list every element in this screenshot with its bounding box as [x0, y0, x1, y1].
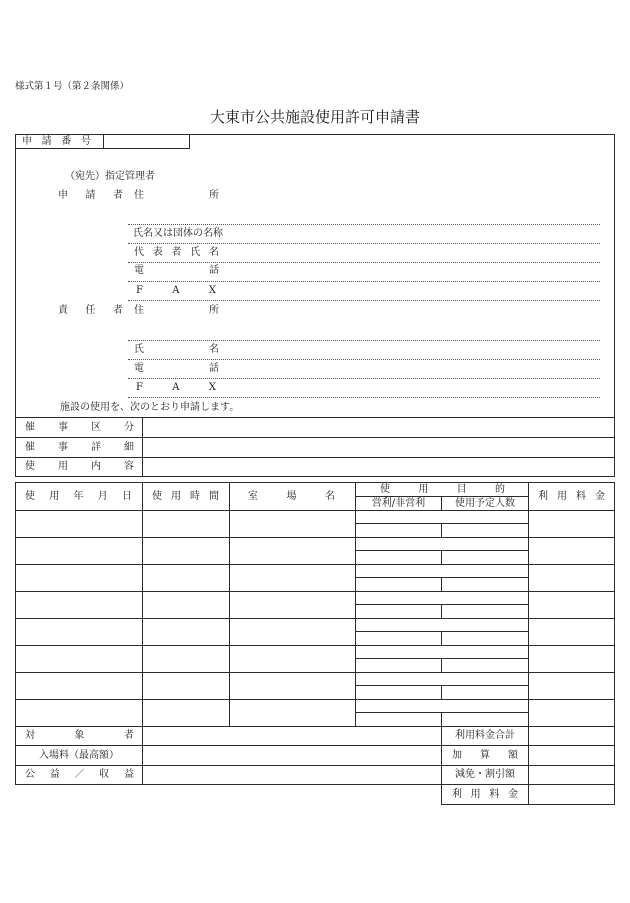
discount-label: 減免・割引額: [455, 769, 515, 780]
usage-date-cell: [15, 672, 143, 700]
column-header-room: [229, 482, 356, 511]
application-number-label: 申 請 番 号: [22, 135, 91, 147]
applicant-fax-label: F A X: [136, 285, 216, 296]
column-header-fee-label: 利 用 料 金: [538, 490, 605, 502]
responsible-fax-line: [128, 397, 600, 398]
usage-room-cell: [229, 564, 356, 592]
usage-fee-cell: [528, 510, 615, 538]
applicant-fax-line: [128, 300, 600, 301]
column-header-attendance: [441, 496, 529, 511]
usage-attendance-cell: [441, 523, 529, 538]
usage-fee-value: [528, 784, 615, 805]
usage-attendance-cell: [441, 604, 529, 619]
usage-date-cell: [15, 645, 143, 673]
event-category-label-cell: [15, 417, 143, 438]
column-header-date: [15, 482, 143, 511]
event-category-value: [142, 417, 615, 438]
usage-content-label: 使 用 内 容: [25, 461, 134, 472]
column-header-purpose: [355, 482, 529, 497]
usage-attendance-cell: [441, 658, 529, 673]
surcharge-label-cell: [441, 745, 529, 766]
discount-label-cell: [441, 765, 529, 785]
responsible-name-line: [128, 359, 600, 360]
usage-purpose-cell: [355, 537, 529, 551]
column-header-attendance-label: 使用予定人数: [455, 497, 515, 509]
usage-fee-cell: [528, 699, 615, 727]
usage-date-cell: [15, 537, 143, 565]
usage-purpose-cell: [355, 591, 529, 605]
admission-fee-label: 入場料（最高額）: [39, 749, 119, 761]
responsible-phone-label: 電 話: [134, 363, 219, 374]
usage-profit-cell: [355, 631, 442, 646]
usage-purpose-cell: [355, 699, 529, 713]
event-details-label: 催 事 詳 細: [25, 441, 134, 453]
usage-fee-cell: [528, 672, 615, 700]
usage-room-cell: [229, 672, 356, 700]
column-header-fee: [528, 482, 615, 511]
target-audience-label: 対 象 者: [25, 730, 134, 741]
column-header-profit-label: 営利/非営利: [371, 497, 426, 509]
usage-room-cell: [229, 510, 356, 538]
usage-purpose-cell: [355, 510, 529, 524]
usage-time-cell: [142, 537, 230, 565]
column-header-purpose-label: 使 用 目 的: [380, 483, 505, 495]
column-header-room-label: 室 場 名: [248, 490, 335, 502]
event-details-value: [142, 437, 615, 458]
public-or-revenue-value: [142, 765, 442, 785]
column-header-time: [142, 482, 230, 511]
usage-fee-label: 利 用 料 金: [452, 788, 518, 800]
applicant-name-or-org-label: 氏名又は団体の名称: [133, 228, 223, 239]
admission-fee-value: [142, 745, 442, 766]
usage-attendance-cell: [441, 631, 529, 646]
usage-date-cell: [15, 564, 143, 592]
usage-time-cell: [142, 510, 230, 538]
usage-fee-cell: [528, 564, 615, 592]
usage-fee-cell: [528, 645, 615, 673]
responsible-phone-line: [128, 378, 600, 379]
usage-date-cell: [15, 699, 143, 727]
fee-total-value: [528, 726, 615, 746]
applicant-role-label: 申 請 者: [58, 190, 123, 201]
responsible-role-label: 責 任 者: [58, 305, 123, 316]
surcharge-value: [528, 745, 615, 766]
application-statement: 施設の使用を、次のとおり申請します。: [60, 402, 240, 413]
responsible-name-label: 氏 名: [134, 344, 219, 355]
usage-time-cell: [142, 645, 230, 673]
column-header-profit: [355, 496, 442, 511]
admission-fee-label-cell: [15, 745, 143, 766]
column-header-time-label: 使 用 時 間: [152, 490, 219, 502]
responsible-address-label: 住 所: [134, 305, 219, 316]
target-audience-label-cell: [15, 726, 143, 746]
usage-attendance-cell: [441, 712, 529, 727]
usage-fee-cell: [528, 618, 615, 646]
usage-profit-cell: [355, 550, 442, 565]
usage-purpose-cell: [355, 645, 529, 659]
applicant-representative-line: [128, 262, 600, 263]
usage-profit-cell: [355, 658, 442, 673]
event-details-label-cell: [15, 437, 143, 458]
usage-date-cell: [15, 510, 143, 538]
usage-time-cell: [142, 699, 230, 727]
responsible-address-line: [128, 340, 600, 341]
applicant-phone-line: [128, 281, 600, 282]
applicant-address-line: [128, 224, 600, 225]
public-or-revenue-label-cell: [15, 765, 143, 785]
usage-room-cell: [229, 591, 356, 619]
usage-time-cell: [142, 564, 230, 592]
usage-attendance-cell: [441, 550, 529, 565]
applicant-name-line: [128, 243, 600, 244]
applicant-phone-label: 電 話: [134, 265, 219, 276]
usage-room-cell: [229, 537, 356, 565]
usage-attendance-cell: [441, 577, 529, 592]
usage-room-cell: [229, 699, 356, 727]
application-number-value: [103, 134, 190, 149]
usage-fee-label-cell: [441, 784, 529, 805]
usage-content-value: [142, 457, 615, 477]
usage-room-cell: [229, 645, 356, 673]
usage-time-cell: [142, 672, 230, 700]
usage-purpose-cell: [355, 564, 529, 578]
event-category-label: 催 事 区 分: [25, 421, 134, 433]
usage-room-cell: [229, 618, 356, 646]
fee-total-label-cell: [441, 726, 529, 746]
usage-profit-cell: [355, 604, 442, 619]
usage-profit-cell: [355, 577, 442, 592]
form-title: 大東市公共施設使用許可申請書: [209, 108, 420, 126]
usage-profit-cell: [355, 712, 442, 727]
applicant-representative-label: 代 表 者 氏 名: [134, 247, 219, 258]
addressee: （宛先）指定管理者: [65, 171, 155, 182]
fee-total-label: 利用料金合計: [455, 730, 515, 741]
usage-profit-cell: [355, 685, 442, 700]
usage-time-cell: [142, 591, 230, 619]
column-header-date-label: 使 用 年 月 日: [25, 490, 132, 502]
public-or-revenue-label: 公 益 ／ 収 益: [25, 769, 134, 780]
target-audience-value: [142, 726, 442, 746]
usage-attendance-cell: [441, 685, 529, 700]
usage-content-label-cell: [15, 457, 143, 477]
usage-profit-cell: [355, 523, 442, 538]
application-number-label-cell: [15, 134, 104, 149]
usage-fee-cell: [528, 591, 615, 619]
usage-date-cell: [15, 618, 143, 646]
surcharge-label: 加 算 額: [452, 749, 518, 761]
usage-purpose-cell: [355, 618, 529, 632]
responsible-fax-label: F A X: [136, 382, 216, 393]
form-number: 様式第１号（第２条関係）: [15, 81, 130, 92]
usage-time-cell: [142, 618, 230, 646]
usage-date-cell: [15, 591, 143, 619]
applicant-address-label: 住 所: [134, 190, 219, 201]
discount-value: [528, 765, 615, 785]
usage-purpose-cell: [355, 672, 529, 686]
usage-fee-cell: [528, 537, 615, 565]
